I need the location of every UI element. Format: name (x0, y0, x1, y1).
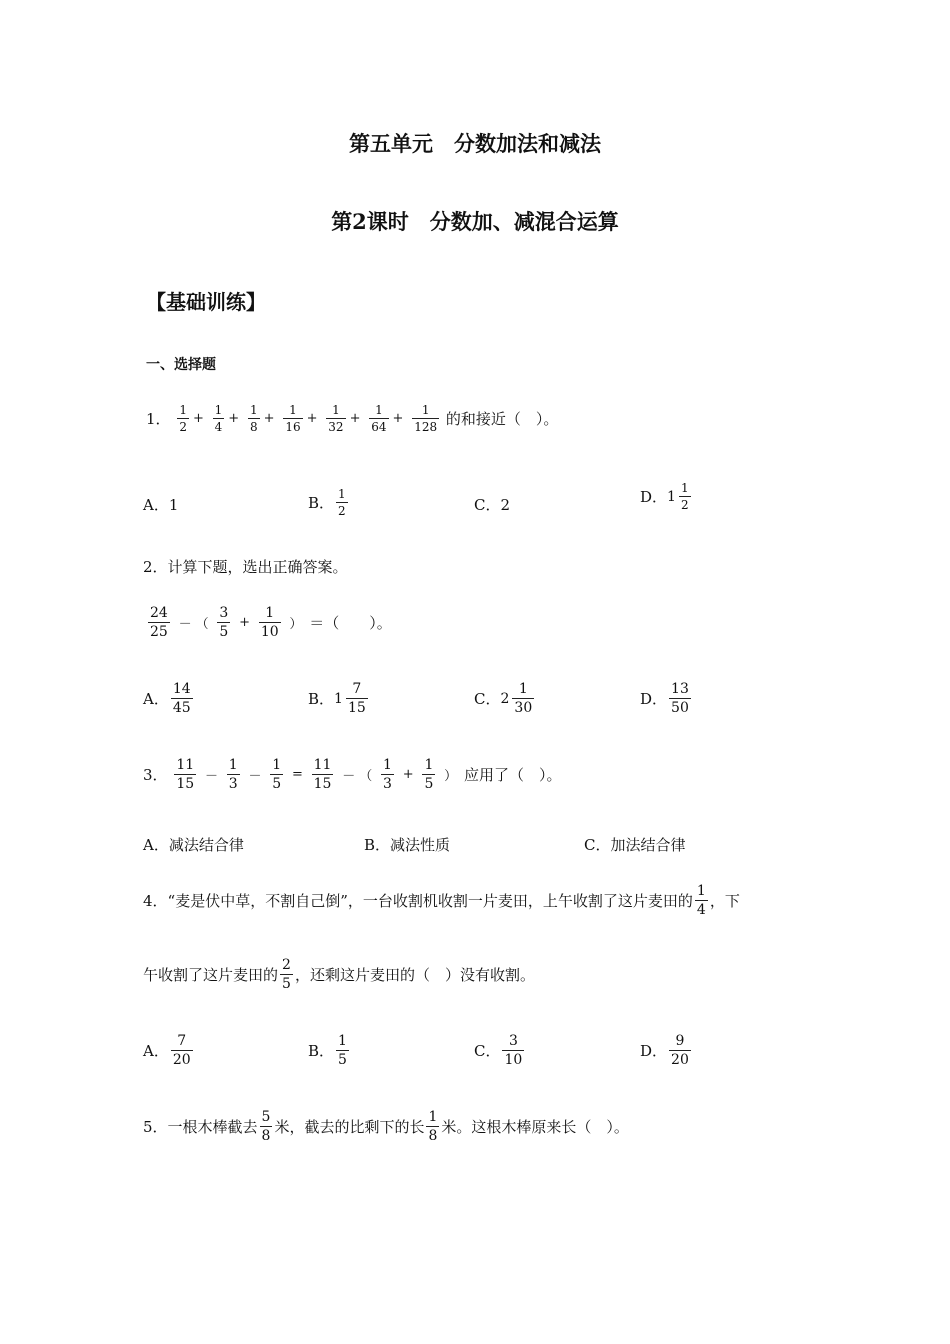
lesson-title: 第2课时 分数加、减混合运算 (331, 209, 619, 234)
option-a[interactable]: A．1 (143, 496, 179, 514)
unit-title: 第五单元 分数加法和减法 (349, 131, 601, 156)
question-2: 2．计算下题，选出正确答案。 (143, 558, 348, 576)
option-b[interactable]: B． $\frac{1}{2}$ (308, 487, 346, 518)
question-1: 1． $\frac{1}{2}$ + $\frac{1}{4}$ + $\frac{1}{8}$ + $\frac{1}{16}$ + $\frac{1}{32}$ + $\frac{1}{64}$ + $\frac{1}{128}$ 的和接近（ ）。 (146, 403, 559, 434)
option-d[interactable]: D． 1 $\frac{1}{2}$ (640, 481, 689, 512)
fraction: $\frac{1}{128}$ (414, 403, 438, 434)
question-number: 1． (146, 410, 171, 428)
section-heading: 【基础训练】 (146, 290, 266, 314)
option-c[interactable]: C．加法结合律 (584, 836, 686, 854)
option-c[interactable]: C． 2 $\frac{1}{30}$ (474, 681, 533, 716)
fraction: $\frac{1}{2}$ (179, 403, 187, 434)
option-b[interactable]: B． 1 $\frac{7}{15}$ (308, 681, 366, 716)
option-d[interactable]: D． $\frac{9}{20}$ (640, 1033, 689, 1068)
question-3: 3． $\frac{11}{15}$ － $\frac{1}{3}$ － $\frac{1}{5}$ = $\frac{11}{15}$ － （ $\frac{1}{3}$ + $\frac{1}{5}$ ） 应用了（ ）。 (143, 757, 562, 792)
option-a[interactable]: A．减法结合律 (143, 836, 244, 854)
question-text: 的和接近（ ）。 (445, 410, 559, 428)
question-4-line-1: 4．“麦是伏中草，不割自己倒”，一台收割机收割一片麦田，上午收割了这片麦田的 $\frac{1}{4}$ ，下 (143, 883, 740, 918)
option-d[interactable]: D． $\frac{13}{50}$ (640, 681, 689, 716)
fraction: $\frac{1}{4}$ (214, 403, 223, 434)
option-b[interactable]: B． $\frac{1}{5}$ (308, 1033, 347, 1068)
question-2-expression: $\frac{24}{25}$ － （ $\frac{3}{5}$ + $\frac{1}{10}$ ） ＝（ ）。 (150, 605, 392, 640)
question-4-line-2: 午收割了这片麦田的 $\frac{2}{5}$ ，还剩这片麦田的（ ）没有收割。 (143, 957, 535, 992)
fraction: $\frac{1}{64}$ (371, 403, 387, 434)
fraction: $\frac{1}{32}$ (328, 403, 344, 434)
option-c[interactable]: C．2 (474, 496, 511, 514)
part-heading: 一、选择题 (146, 357, 216, 373)
fraction: $\frac{1}{8}$ (249, 403, 258, 434)
option-a[interactable]: A． $\frac{7}{20}$ (143, 1033, 191, 1068)
option-c[interactable]: C． $\frac{3}{10}$ (474, 1033, 523, 1068)
question-5: 5．一根木棒截去 $\frac{5}{8}$ 米，截去的比剩下的长 $\frac{1}{8}$ 米。这根木棒原来长（ ）。 (143, 1109, 629, 1144)
fraction: $\frac{1}{16}$ (285, 403, 301, 434)
option-b[interactable]: B．减法性质 (364, 836, 451, 854)
option-a[interactable]: A． $\frac{14}{45}$ (143, 681, 191, 716)
